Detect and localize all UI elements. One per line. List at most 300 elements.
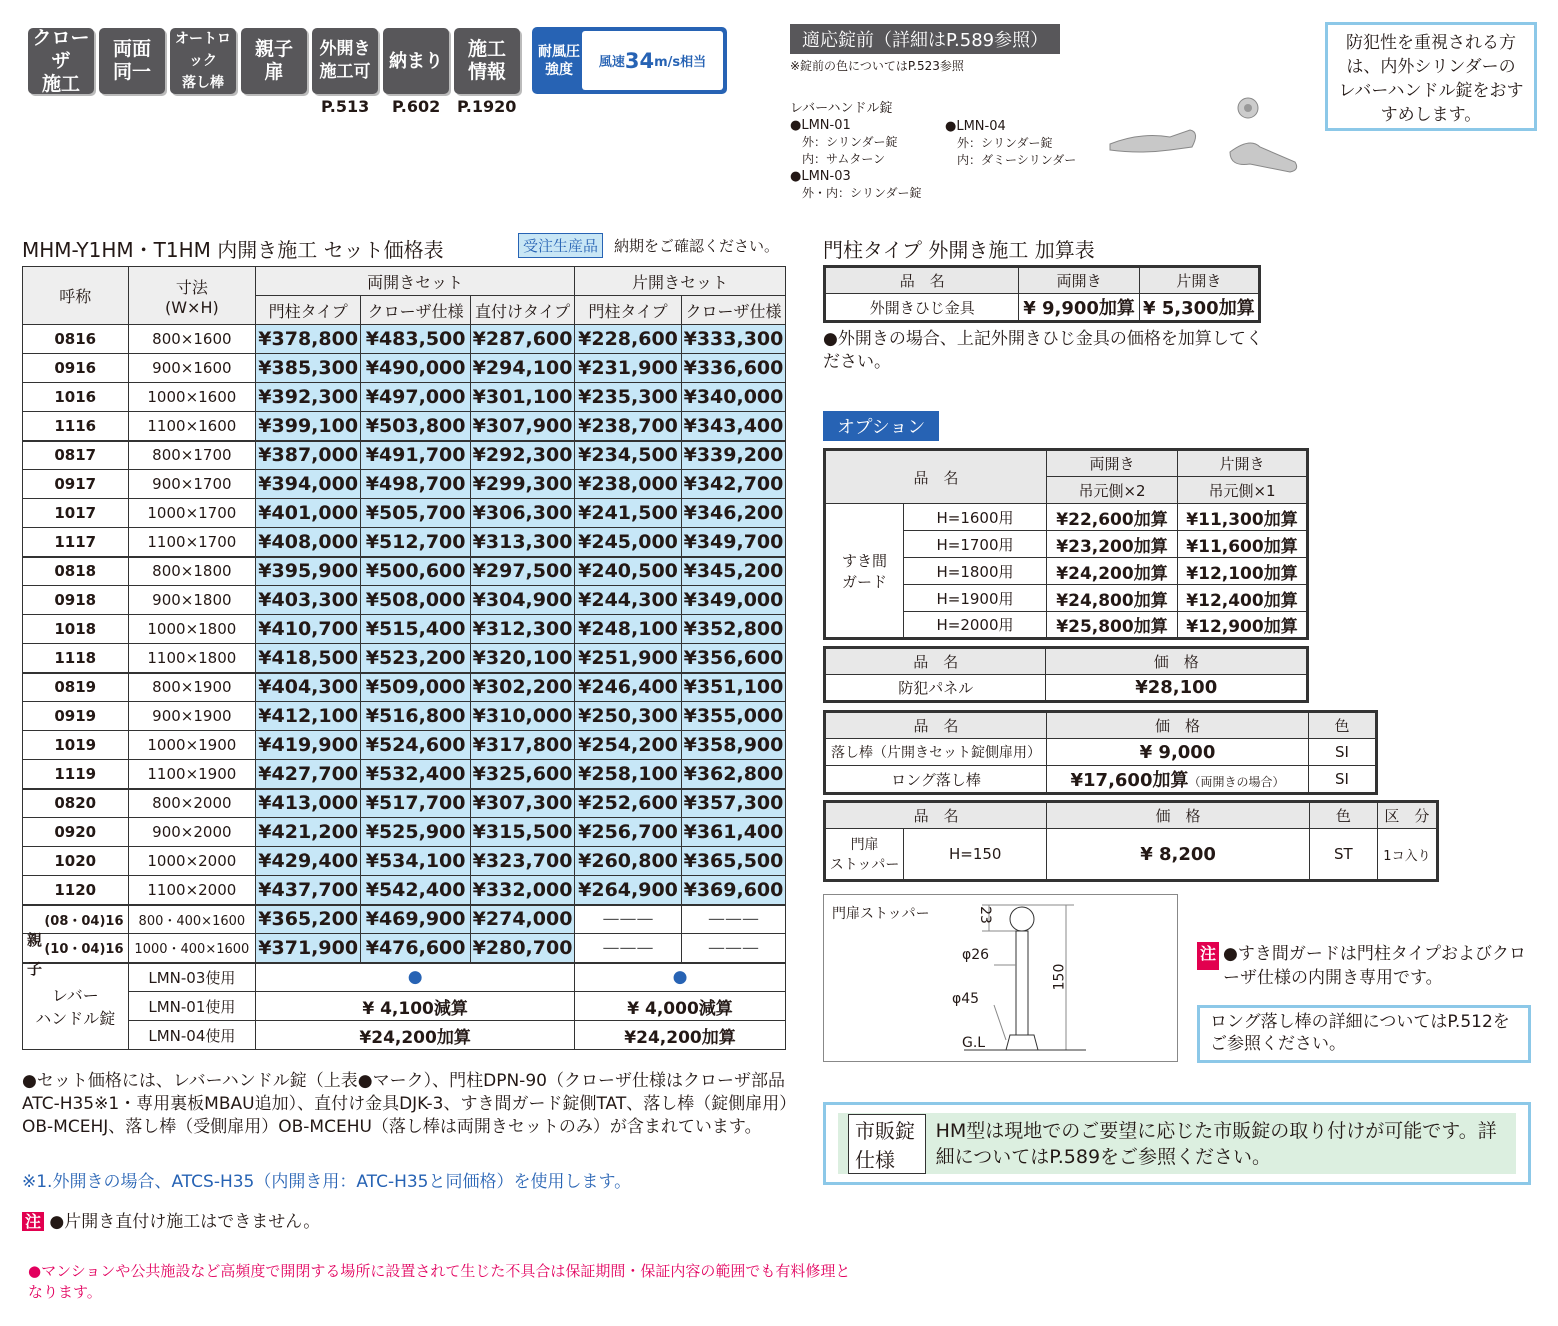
row-size: 1000×1600: [128, 383, 256, 412]
col-c4: 門柱タイプ: [575, 296, 682, 325]
row-price: ¥378,800: [256, 325, 361, 354]
row-code: 1016: [23, 383, 129, 412]
guard-price: ¥12,400加算: [1178, 585, 1308, 612]
row-size: 900×1700: [128, 470, 256, 499]
badge-double-sided: 両面 同一: [99, 28, 165, 94]
guard-row: [825, 504, 1308, 531]
row-price: ¥413,000: [256, 789, 361, 818]
stopper-h-name: 品 名: [825, 802, 1047, 829]
wind-pre: 風速: [598, 55, 625, 70]
row-price: ¥304,900: [471, 586, 575, 615]
gap-guard-note: [1197, 942, 1537, 990]
stopper-h-color: 色: [1309, 802, 1377, 829]
commercial-lock-text: HM型は現地でのご要望に応じた市販錠の取り付けが可能です。詳細についてはP.589をご参照ください。: [935, 1119, 1497, 1168]
bar-price-note: （両開きの場合）: [1188, 775, 1285, 789]
lever-single: ¥24,200加算: [575, 1021, 786, 1050]
guard-size: H=1700用: [904, 531, 1047, 558]
row-price: ¥483,500: [361, 325, 471, 354]
table-row: [23, 586, 786, 615]
table-row: [23, 760, 786, 789]
panel-h-name: 品 名: [825, 648, 1046, 675]
row-code: 1116: [23, 412, 129, 441]
row-price: ¥508,000: [361, 586, 471, 615]
stopper-price: ¥ 8,200: [1047, 829, 1309, 881]
row-price: ¥235,300: [575, 383, 682, 412]
row-price: ¥534,100: [361, 847, 471, 876]
lever-model: LMN-03使用: [128, 963, 256, 992]
panel-price: ¥28,100: [1046, 675, 1308, 702]
row-price: ¥301,100: [471, 383, 575, 412]
row-price: ¥336,600: [681, 354, 785, 383]
row-size: 1100×1600: [128, 412, 256, 441]
row-price: ¥524,600: [361, 731, 471, 760]
row-code: 0917: [23, 470, 129, 499]
row-price: ¥355,000: [681, 702, 785, 731]
row-code: 1117: [23, 528, 129, 557]
attention-label: 注: [22, 1212, 44, 1231]
row-price: ¥369,600: [681, 876, 785, 905]
row-price: ¥333,300: [681, 325, 785, 354]
bar-item: 落し棒（片開きセット錠側扉用）: [825, 739, 1047, 766]
row-code: 0820: [23, 789, 129, 818]
row-price: ¥490,000: [361, 354, 471, 383]
row-price: ¥371,900: [256, 934, 361, 963]
row-price: ¥250,300: [575, 702, 682, 731]
row-price: ¥427,700: [256, 760, 361, 789]
row-size: 1000×1800: [128, 615, 256, 644]
lock-list: [790, 100, 922, 202]
lock-item-line: 外：シリンダー錠: [802, 135, 898, 149]
row-size: 1100×1900: [128, 760, 256, 789]
lever-label: レバー ハンドル錠: [23, 963, 129, 1050]
row-price: ¥234,500: [575, 441, 682, 470]
panel-table: [823, 646, 1309, 703]
stopper-h-price: 価 格: [1047, 802, 1309, 829]
lock-item-line: 内：サムターン: [802, 152, 886, 166]
lever-model: LMN-04使用: [128, 1021, 256, 1050]
table-row: [23, 876, 786, 905]
row-price: ¥352,800: [681, 615, 785, 644]
table-row: [23, 789, 786, 818]
wind-number: 34: [624, 48, 655, 73]
row-price: ¥238,000: [575, 470, 682, 499]
row-size: 800×2000: [128, 789, 256, 818]
badge-autolock: オートロック 落し棒: [170, 28, 236, 94]
row-price: ¥294,100: [471, 354, 575, 383]
row-price: ———: [575, 934, 682, 963]
row-price: ¥385,300: [256, 354, 361, 383]
commercial-lock-inner: [838, 1113, 1516, 1174]
guard-price: ¥25,800加算: [1047, 612, 1178, 639]
guard-size: H=1800用: [904, 558, 1047, 585]
bar-h-color: 色: [1309, 712, 1377, 739]
commercial-lock-box: [823, 1102, 1531, 1185]
lock-item-name: ●LMN-04: [945, 119, 1006, 134]
page-ref-3: P.1920: [457, 97, 517, 116]
stopper-fig-title: 門扉ストッパー: [832, 906, 930, 922]
row-price: ¥392,300: [256, 383, 361, 412]
bar-h-price: 価 格: [1047, 712, 1309, 739]
row-code: 1019: [23, 731, 129, 760]
row-size: 1000×1700: [128, 499, 256, 528]
row-code: 1020: [23, 847, 129, 876]
attention-single: [22, 1207, 320, 1232]
page-ref-2: P.602: [392, 97, 441, 116]
warranty-note: ●マンションや公共施設など高頻度で開閉する場所に設置されて生じた不具合は保証期間・保証内容の範囲でも有料修理となります。: [28, 1262, 851, 1301]
col-c2: クローザ仕様: [361, 296, 471, 325]
wind-resistance-badge: [532, 27, 727, 94]
row-price: ¥315,500: [471, 818, 575, 847]
row-price: ¥346,200: [681, 499, 785, 528]
attention-text: ●片開き直付け施工はできません。: [49, 1212, 321, 1232]
row-price: ¥254,200: [575, 731, 682, 760]
row-code: (08・04)16 親 子: [23, 905, 129, 934]
price-table: [22, 266, 786, 1050]
row-price: ¥307,300: [471, 789, 575, 818]
row-price: ¥404,300: [256, 673, 361, 702]
dim-150: 150: [1051, 963, 1068, 991]
row-size: 1000×2000: [128, 847, 256, 876]
lock-list-2: [945, 118, 1076, 169]
row-price: ¥421,200: [256, 818, 361, 847]
row-code: 0818: [23, 557, 129, 586]
guard-size: H=2000用: [904, 612, 1047, 639]
lever-model: LMN-01使用: [128, 992, 256, 1021]
row-size: 800×1700: [128, 441, 256, 470]
row-price: ¥345,200: [681, 557, 785, 586]
guard-h-double: 両開き: [1047, 450, 1178, 477]
row-price: ¥509,000: [361, 673, 471, 702]
table-row: [23, 963, 786, 992]
row-code: 0919: [23, 702, 129, 731]
lock-item-name: ●LMN-03: [790, 169, 851, 184]
row-price: ¥395,900: [256, 557, 361, 586]
row-size: 1000・400×1600: [128, 934, 256, 963]
row-price: ¥401,000: [256, 499, 361, 528]
row-price: ¥498,700: [361, 470, 471, 499]
row-price: ¥246,400: [575, 673, 682, 702]
row-price: ¥365,200: [256, 905, 361, 934]
row-code: 0819: [23, 673, 129, 702]
dim-23: 23: [976, 906, 993, 924]
row-price: ¥280,700: [471, 934, 575, 963]
commercial-lock-tag: 市販錠仕様: [848, 1114, 926, 1174]
row-price: ¥307,900: [471, 412, 575, 441]
outward-table: [823, 265, 1261, 323]
row-price: ¥491,700: [361, 441, 471, 470]
row-price: ¥342,700: [681, 470, 785, 499]
row-size: 1000×1900: [128, 731, 256, 760]
row-code: 0816: [23, 325, 129, 354]
page-ref-1: P.513: [321, 97, 370, 116]
stopper-figure: [823, 894, 1178, 1062]
row-price: ¥306,300: [471, 499, 575, 528]
row-price: ¥325,600: [471, 760, 575, 789]
row-price: ¥358,900: [681, 731, 785, 760]
row-price: ¥516,800: [361, 702, 471, 731]
table-row: [23, 673, 786, 702]
outward-note: ●外開きの場合、上記外開きひじ金具の価格を加算してください。: [823, 329, 1263, 372]
row-code: 1017: [23, 499, 129, 528]
bar-price: [1047, 766, 1309, 794]
long-bar-note: ロング落し棒の詳細についてはP.512をご参照ください。: [1197, 1005, 1531, 1063]
table-row: [23, 615, 786, 644]
row-price: ¥323,700: [471, 847, 575, 876]
row-price: ¥244,300: [575, 586, 682, 615]
guard-sub-double: 吊元側×2: [1047, 477, 1178, 504]
table-row: [23, 847, 786, 876]
row-price: ¥349,000: [681, 586, 785, 615]
bar-price-value: ¥17,600加算: [1070, 770, 1189, 791]
col-size: 寸法 (W×H): [128, 267, 256, 325]
row-size: 1100×1700: [128, 528, 256, 557]
col-c5: クローザ仕様: [681, 296, 785, 325]
guard-sub-single: 吊元側×1: [1178, 477, 1308, 504]
set-price-note: ●セット価格には、レバーハンドル錠（上表●マーク）、門柱DPN-90（クローザ仕様はクローザ部品ATC-H35※1・専用裏板MBAU追加）、直付け金具DJK-3、すき間ガード錠側TAT、落し棒（錠側扉用）OB-MCEHJ、落し棒（受側扉用）OB-MCEHU（落し棒は両開きセットのみ）が含まれています。: [22, 1071, 788, 1137]
lock-item-line: 内：ダミーシリンダー: [957, 153, 1077, 167]
row-code: 0817: [23, 441, 129, 470]
lock-title: レバーハンドル錠: [790, 101, 893, 116]
table-row: [23, 731, 786, 760]
dim-gl: G.L: [962, 1035, 986, 1051]
guard-h-name: 品 名: [825, 450, 1047, 504]
row-price: ¥525,900: [361, 818, 471, 847]
badge-fit: 納まり: [383, 28, 449, 94]
guard-price: ¥24,800加算: [1047, 585, 1178, 612]
row-price: ¥343,400: [681, 412, 785, 441]
row-price: ¥523,200: [361, 644, 471, 673]
attention-label: 注: [1197, 942, 1219, 970]
main-table-title: MHM-Y1HM・T1HM 内開き施工 セット価格表: [22, 238, 444, 262]
bar-item: ロング落し棒: [825, 766, 1047, 794]
row-price: ¥419,900: [256, 731, 361, 760]
row-price: ———: [681, 934, 785, 963]
table-row: [23, 1021, 786, 1050]
guard-size: H=1600用: [904, 504, 1047, 531]
badge-parent-child: 親子 扉: [241, 28, 307, 94]
oyako-label: 親 子: [27, 930, 43, 978]
row-size: 900×1800: [128, 586, 256, 615]
row-price: ¥362,800: [681, 760, 785, 789]
row-price: ¥476,600: [361, 934, 471, 963]
row-price: ¥532,400: [361, 760, 471, 789]
row-price: ¥340,000: [681, 383, 785, 412]
stopper-item: 門扉 ストッパー: [825, 829, 904, 881]
lock-item-line: 外：シリンダー錠: [957, 136, 1053, 150]
guard-label: すき間 ガード: [825, 504, 904, 639]
wind-label: 耐風圧 強度: [538, 43, 580, 78]
row-price: ¥287,600: [471, 325, 575, 354]
row-price: ¥387,000: [256, 441, 361, 470]
row-price: ¥339,200: [681, 441, 785, 470]
row-size: 900×1600: [128, 354, 256, 383]
guard-h-single: 片開き: [1178, 450, 1308, 477]
col-c1: 門柱タイプ: [256, 296, 361, 325]
row-price: ¥258,100: [575, 760, 682, 789]
outward-item: 外開きひじ金具: [825, 294, 1019, 322]
row-code: 0918: [23, 586, 129, 615]
row-price: ¥512,700: [361, 528, 471, 557]
row-price: ¥403,300: [256, 586, 361, 615]
guard-price: ¥12,900加算: [1178, 612, 1308, 639]
row-code: 1118: [23, 644, 129, 673]
row-price: ¥408,000: [256, 528, 361, 557]
row-price: ¥351,100: [681, 673, 785, 702]
row-price: ¥500,600: [361, 557, 471, 586]
bar-color: SI: [1309, 766, 1377, 794]
lever-double: ¥ 4,100減算: [256, 992, 575, 1021]
lever-double: ●: [256, 963, 575, 992]
table-row: [23, 702, 786, 731]
row-price: ¥356,600: [681, 644, 785, 673]
row-size: 800×1600: [128, 325, 256, 354]
table-row: [23, 383, 786, 412]
stopper-table: [823, 800, 1439, 882]
lock-item-line: 外・内：シリンダー錠: [802, 186, 922, 200]
guard-price: ¥23,200加算: [1047, 531, 1178, 558]
row-price: ¥251,900: [575, 644, 682, 673]
row-price: ¥357,300: [681, 789, 785, 818]
row-price: ¥542,400: [361, 876, 471, 905]
stopper-unit: 1コ入り: [1377, 829, 1437, 881]
lock-header: 適応錠前（詳細はP.589参照）: [790, 24, 1060, 54]
row-price: ¥245,000: [575, 528, 682, 557]
table-row: [23, 354, 786, 383]
table-row: [23, 441, 786, 470]
row-size: 800×1900: [128, 673, 256, 702]
row-price: ¥264,900: [575, 876, 682, 905]
col-single: 片開きセット: [575, 267, 786, 296]
lever-double: ¥24,200加算: [256, 1021, 575, 1050]
table-row: [23, 644, 786, 673]
stopper-color: ST: [1309, 829, 1377, 881]
lever-single: ¥ 4,000減算: [575, 992, 786, 1021]
row-code: 1119: [23, 760, 129, 789]
stopper-drawing: [824, 895, 1179, 1063]
row-price: ¥299,300: [471, 470, 575, 499]
row-price: ¥412,100: [256, 702, 361, 731]
badge-closer: クローザ 施工: [28, 28, 94, 94]
row-price: ¥437,700: [256, 876, 361, 905]
bar-price: ¥ 9,000: [1047, 739, 1309, 766]
row-price: ¥302,200: [471, 673, 575, 702]
row-price: ¥240,500: [575, 557, 682, 586]
col-name: 呼称: [23, 267, 129, 325]
guard-price: ¥24,200加算: [1047, 558, 1178, 585]
lever-single: ●: [575, 963, 786, 992]
row-price: ¥361,400: [681, 818, 785, 847]
bar-h-name: 品 名: [825, 712, 1047, 739]
row-size: 900×1900: [128, 702, 256, 731]
option-header: オプション: [823, 411, 939, 441]
row-code: 1120: [23, 876, 129, 905]
lever-handle-image: [1100, 92, 1310, 182]
footnote-1: ※1.外開きの場合、ATCS-H35（内開き用：ATC-H35と同価格）を使用します。: [22, 1172, 632, 1192]
outward-h-name: 品 名: [825, 267, 1019, 294]
outward-h-double: 両開き: [1019, 267, 1139, 294]
dim-26: φ26: [962, 947, 990, 963]
wind-post: m/s相当: [654, 55, 707, 70]
row-price: ¥497,000: [361, 383, 471, 412]
row-code: 0916: [23, 354, 129, 383]
col-c3: 直付けタイプ: [471, 296, 575, 325]
outward-price-single: ¥ 5,300加算: [1139, 294, 1259, 322]
guard-price: ¥11,300加算: [1178, 504, 1308, 531]
drop-bar-table: [823, 710, 1378, 795]
row-price: ¥394,000: [256, 470, 361, 499]
table-row: [23, 499, 786, 528]
row-price: ¥365,500: [681, 847, 785, 876]
row-price: ¥297,500: [471, 557, 575, 586]
row-size: 1100×1800: [128, 644, 256, 673]
table-row: [23, 412, 786, 441]
made-to-order-badge: 受注生産品: [518, 233, 603, 258]
row-price: ¥228,600: [575, 325, 682, 354]
stopper-h-unit: 区 分: [1377, 802, 1437, 829]
row-size: 800×1800: [128, 557, 256, 586]
panel-h-price: 価 格: [1046, 648, 1308, 675]
badge-outward: 外開き 施工可: [312, 28, 378, 94]
guard-price: ¥11,600加算: [1178, 531, 1308, 558]
row-price: ¥313,300: [471, 528, 575, 557]
badge-install-info: 施工 情報: [454, 28, 520, 94]
row-code: 0920: [23, 818, 129, 847]
row-size: 800・400×1600: [128, 905, 256, 934]
dim-45: φ45: [952, 991, 980, 1007]
feature-badges: [28, 28, 520, 94]
row-price: ¥317,800: [471, 731, 575, 760]
row-price: ¥418,500: [256, 644, 361, 673]
outward-h-single: 片開き: [1139, 267, 1259, 294]
table-row: [23, 992, 786, 1021]
table-row: [23, 905, 786, 934]
row-price: ¥310,000: [471, 702, 575, 731]
guard-size: H=1900用: [904, 585, 1047, 612]
row-price: ———: [575, 905, 682, 934]
row-price: ¥399,100: [256, 412, 361, 441]
lock-item-name: ●LMN-01: [790, 118, 851, 133]
row-price: ¥349,700: [681, 528, 785, 557]
row-price: ¥332,000: [471, 876, 575, 905]
row-price: ¥505,700: [361, 499, 471, 528]
row-price: ¥241,500: [575, 499, 682, 528]
table-row: [23, 470, 786, 499]
panel-item: 防犯パネル: [825, 675, 1046, 702]
row-price: ¥515,400: [361, 615, 471, 644]
row-code: (10・04)16: [23, 934, 129, 963]
row-size: 1100×2000: [128, 876, 256, 905]
table-row: [23, 557, 786, 586]
row-price: ———: [681, 905, 785, 934]
row-price: ¥274,000: [471, 905, 575, 934]
row-price: ¥503,800: [361, 412, 471, 441]
row-price: ¥517,700: [361, 789, 471, 818]
row-price: ¥469,900: [361, 905, 471, 934]
row-price: ¥238,700: [575, 412, 682, 441]
outward-title: 門柱タイプ 外開き施工 加算表: [823, 238, 1095, 262]
made-to-order-note: 納期をご確認ください。: [614, 237, 780, 255]
bar-color: SI: [1309, 739, 1377, 766]
row-price: ¥320,100: [471, 644, 575, 673]
table-row: [23, 934, 786, 963]
stopper-size: H=150: [904, 829, 1047, 881]
row-price: ¥252,600: [575, 789, 682, 818]
row-code: 1018: [23, 615, 129, 644]
row-price: ¥248,100: [575, 615, 682, 644]
guard-price: ¥12,100加算: [1178, 558, 1308, 585]
gap-guard-table: [823, 448, 1309, 640]
recommend-box: 防犯性を重視される方は、内外シリンダーのレバーハンドル錠をおすすめします。: [1325, 22, 1537, 131]
